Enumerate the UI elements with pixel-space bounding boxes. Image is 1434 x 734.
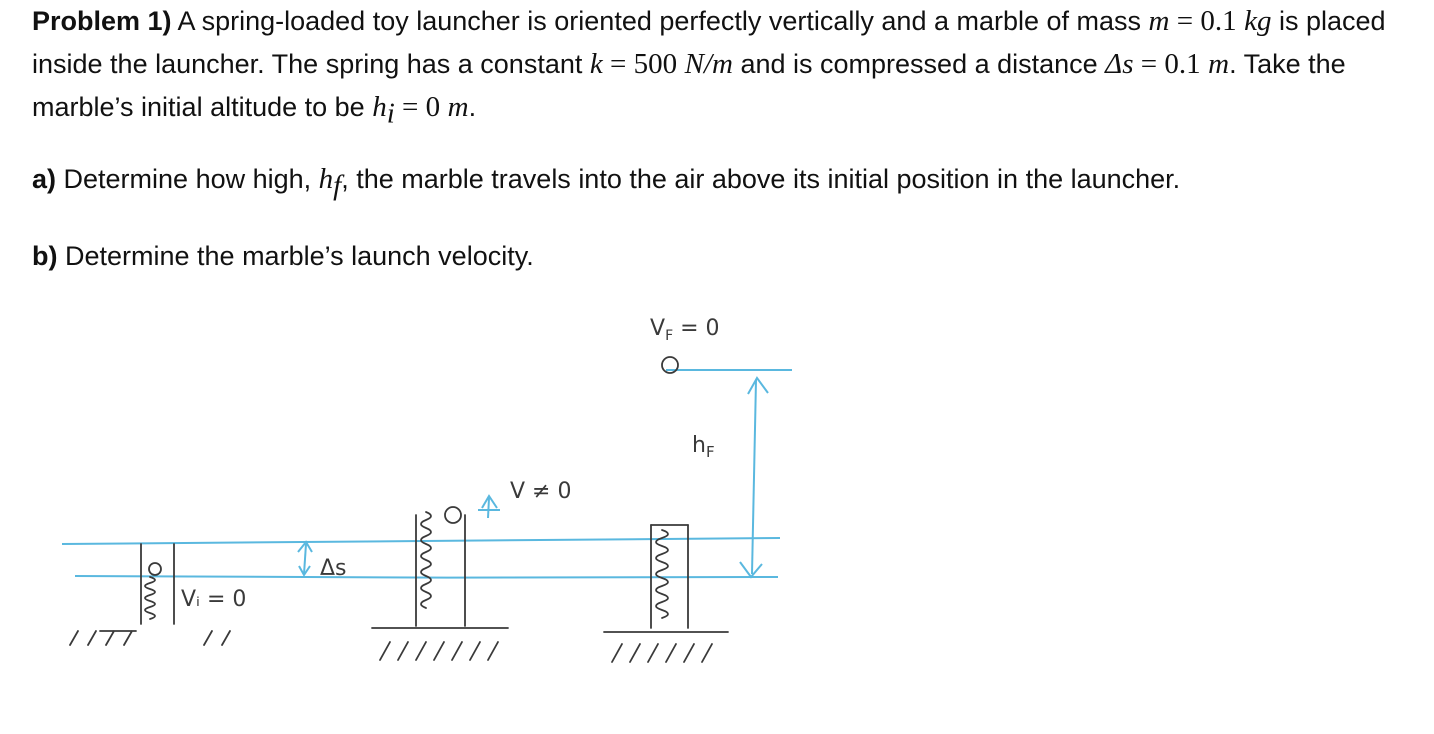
k-value: 500	[633, 48, 678, 80]
v-label: V ≠ 0	[510, 479, 572, 504]
part-a-text: , the marble travels into the air above its initial position in the launcher.	[341, 164, 1181, 195]
hi-subscript: i	[386, 97, 395, 130]
ds-arrow-head-bottom	[299, 566, 310, 575]
marble-launch	[445, 507, 461, 523]
k-symbol: k	[589, 48, 603, 80]
spring-extended	[421, 512, 431, 608]
hi-value: 0	[425, 91, 441, 123]
spring-rest	[656, 530, 668, 618]
ds-label: Δs	[320, 556, 347, 581]
launcher-max-height	[604, 316, 728, 662]
hf-arrow-line	[752, 380, 756, 574]
statement-part: . Take the marble’s initial altitude to be	[32, 49, 1346, 122]
problem-text	[32, 0, 1422, 278]
ds-symbol: Δs	[1105, 48, 1134, 80]
ground-hatch-3	[604, 632, 728, 662]
ds-unit: m	[1208, 48, 1230, 80]
hi-symbol: h	[372, 91, 387, 123]
marble-initial	[149, 563, 161, 575]
equals: =	[1169, 5, 1201, 37]
part-b	[32, 235, 1422, 278]
launch-velocity-arrow	[488, 498, 489, 518]
top-reference-line	[62, 538, 780, 544]
equals: =	[394, 91, 426, 123]
equals: =	[602, 48, 634, 80]
hf-label: $h_F$	[692, 433, 715, 461]
hi-unit: m	[447, 91, 469, 123]
launcher-released	[372, 479, 571, 660]
statement-part: and is compressed a distance	[732, 49, 1106, 79]
hf-symbol: h	[318, 163, 334, 196]
hf-arrow-head-top	[748, 378, 768, 394]
ground-hatch-2	[372, 628, 508, 660]
ds-arrow-line	[304, 544, 306, 574]
mass-symbol: m	[1148, 5, 1170, 37]
ds-arrow-head	[298, 542, 312, 552]
part-a-text: Determine how high,	[56, 164, 319, 195]
statement-part: A spring-loaded toy launcher is oriented perfectly vertically and a marble of mass	[171, 6, 1149, 36]
statement-end: .	[468, 92, 477, 122]
ground-hatch-1	[70, 631, 230, 645]
mass-unit: kg	[1244, 5, 1272, 37]
ds-value: 0.1	[1164, 48, 1201, 80]
equals: =	[1133, 48, 1165, 80]
marble-top	[662, 357, 678, 373]
vi-label: Vᵢ = 0	[181, 587, 247, 612]
vf-label: $V_F = 0$	[650, 316, 720, 344]
launcher-compressed	[70, 544, 246, 645]
problem-heading: Problem 1)	[32, 6, 172, 36]
part-b-label: b)	[32, 240, 58, 271]
k-unit: N/m	[684, 48, 733, 80]
bottom-reference-line	[75, 576, 778, 578]
part-b-text: Determine the marble’s launch velocity.	[57, 240, 534, 271]
part-a	[32, 158, 1422, 207]
hf-subscript: f	[333, 169, 342, 202]
statement-part: is placed inside the launcher. The spring has a constant	[32, 6, 1386, 79]
spring-compressed	[145, 577, 155, 619]
launch-velocity-arrowhead	[482, 496, 497, 508]
mass-value: 0.1	[1200, 5, 1237, 37]
problem-statement	[32, 0, 1422, 135]
hf-arrow-head-bottom	[740, 562, 762, 577]
part-a-label: a)	[32, 164, 57, 195]
